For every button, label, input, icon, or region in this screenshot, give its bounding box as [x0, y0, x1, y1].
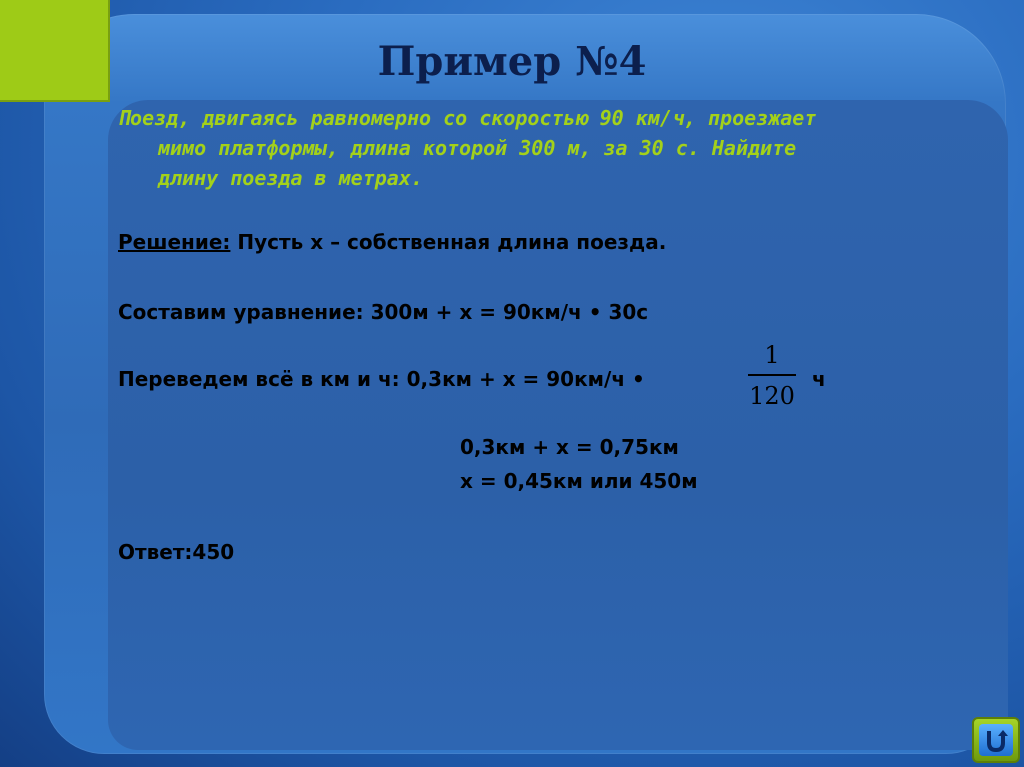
fraction-numerator: 1: [764, 341, 780, 369]
hour-unit: ч: [812, 367, 826, 391]
fraction: [748, 340, 796, 410]
fraction-bar: [748, 374, 796, 376]
content-area: [108, 100, 1008, 750]
slide-title: Пример №4: [377, 38, 647, 85]
step-2: x = 0,45км или 450м: [460, 469, 698, 493]
return-button[interactable]: [972, 717, 1020, 763]
solution-text: Пусть x – собственная длина поезда.: [230, 230, 667, 254]
equation-line: Составим уравнение: 300м + x = 90км/ч • 30с: [118, 300, 649, 324]
problem-line-2: мимо платформы, длина которой 300 м, за 30 с. Найдите: [158, 136, 797, 160]
answer: Ответ:450: [118, 540, 235, 564]
problem-line-3: длину поезда в метрах.: [158, 166, 423, 190]
conversion-line: Переведем всё в км и ч: 0,3км + x = 90км/ч •: [118, 367, 645, 391]
step-1: 0,3км + x = 0,75км: [460, 435, 679, 459]
solution-label: Решение:: [118, 230, 231, 254]
fraction-denominator: 120: [749, 382, 795, 410]
problem-statement: [118, 103, 948, 193]
problem-line-1: Поезд, двигаясь равномерно со скоростью 90 км/ч, проезжает: [118, 106, 817, 130]
solution-intro: [118, 230, 666, 254]
u-turn-arrow-icon: [979, 724, 1013, 756]
